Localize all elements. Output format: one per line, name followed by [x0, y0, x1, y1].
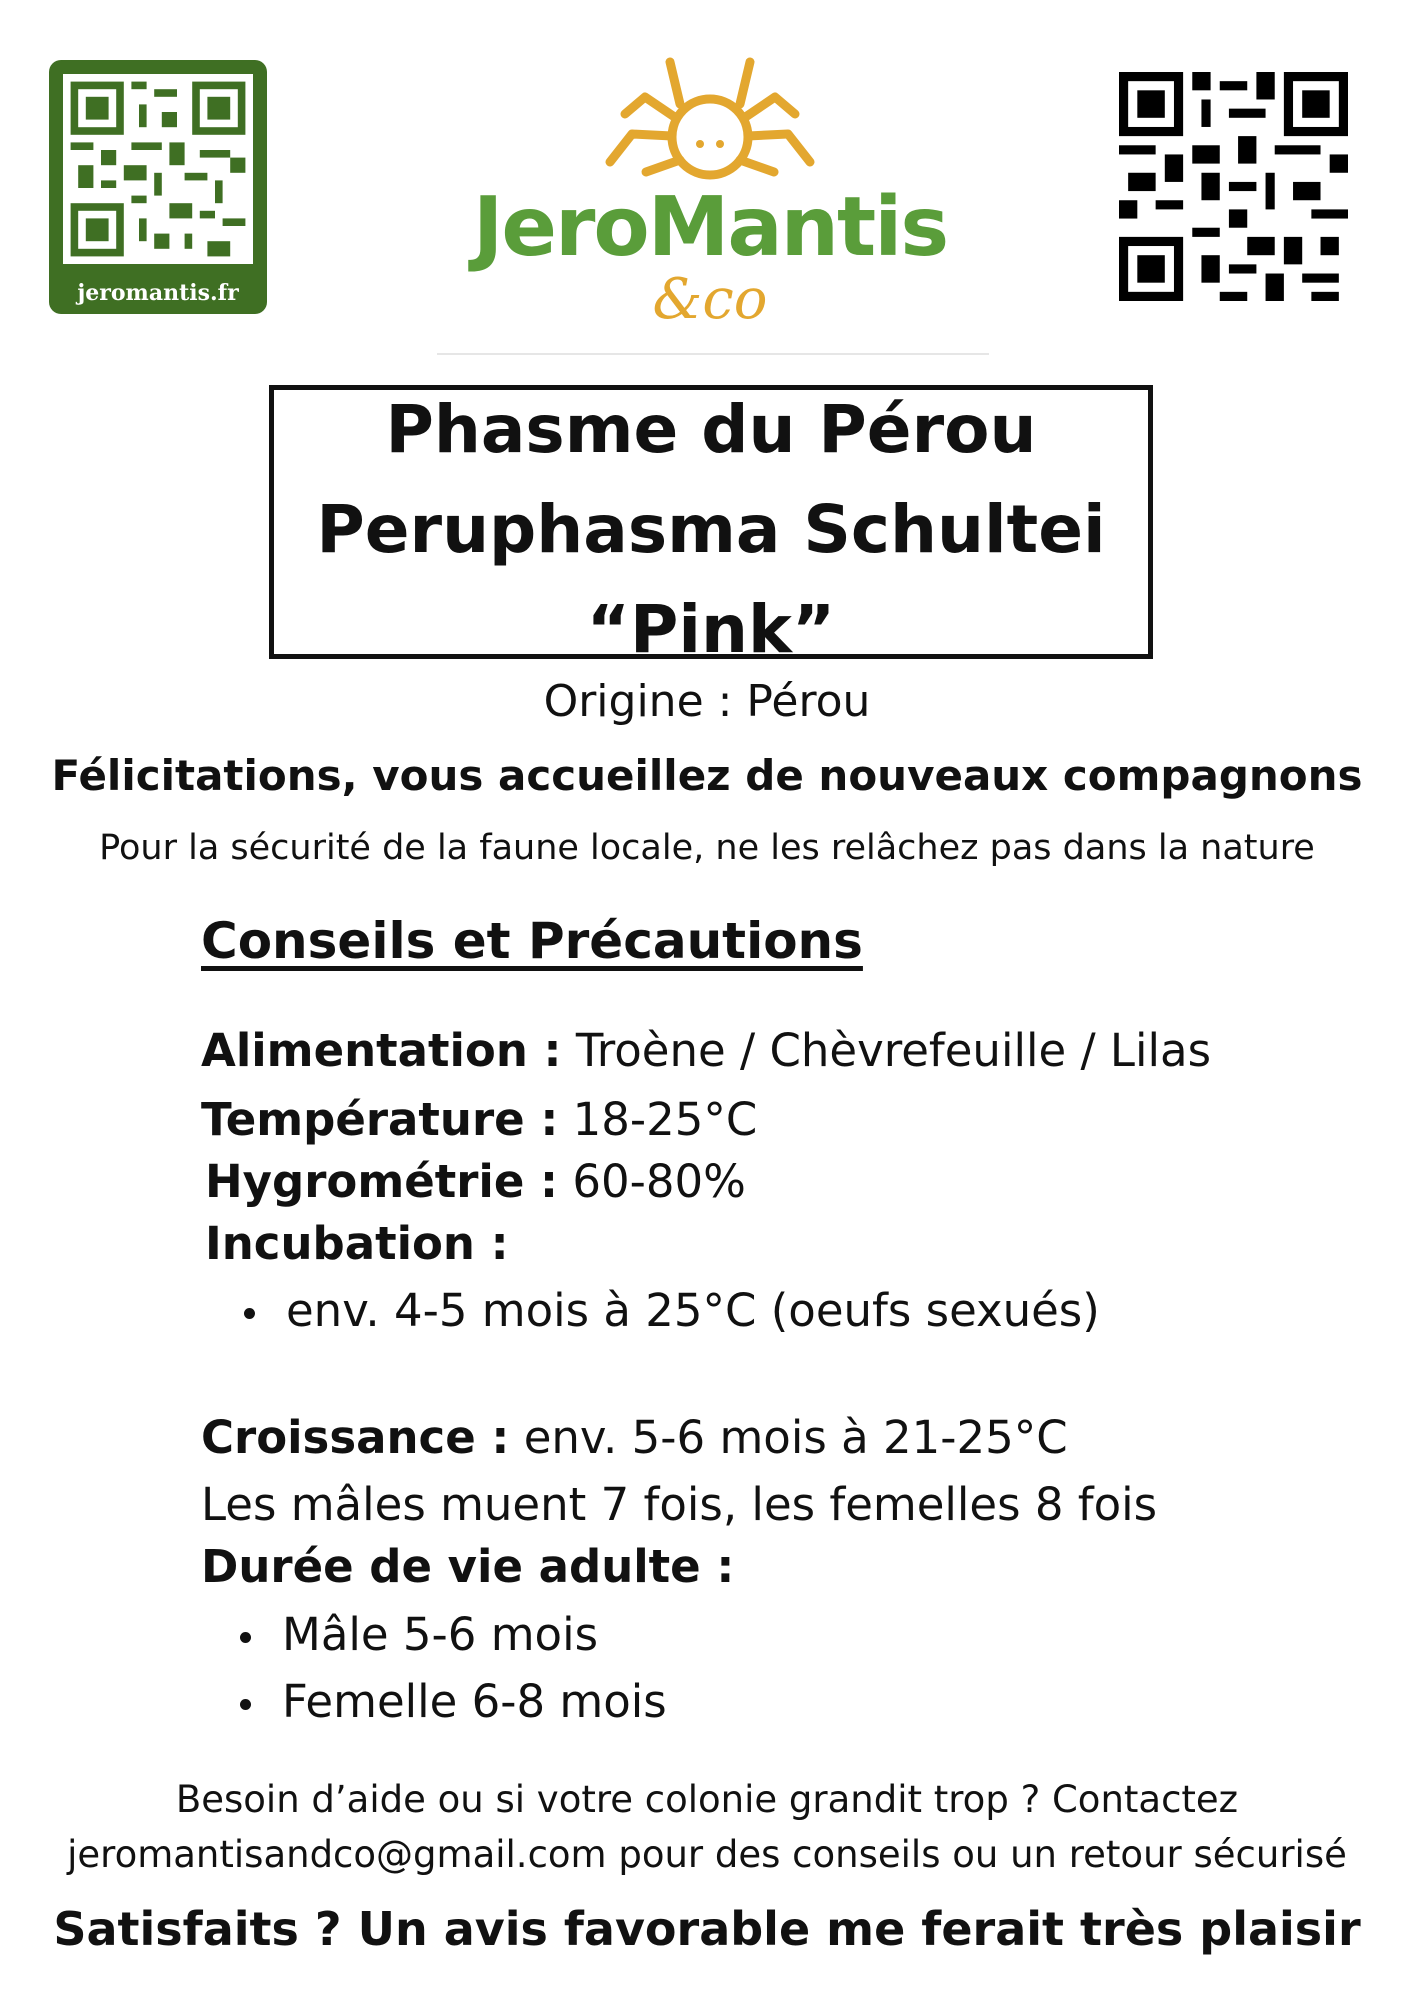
hygrometrie-label: Hygrométrie : [205, 1155, 559, 1208]
bullet-icon [240, 1699, 251, 1710]
alimentation-value: Troène / Chèvrefeuille / Lilas [561, 1024, 1212, 1077]
header-divider [437, 353, 989, 355]
help-text-line1: Besoin d’aide ou si votre colonie grandit trop ? Contactez [175, 1778, 1239, 1821]
species-title-box [269, 385, 1153, 668]
origin-text: Origine : Pérou [543, 676, 871, 727]
bullet-icon [240, 1632, 251, 1643]
croissance-label: Croissance : [201, 1411, 510, 1464]
hygrometrie-value: 60-80% [558, 1155, 746, 1208]
review-request: Satisfaits ? Un avis favorable me ferait très plaisir [53, 1902, 1361, 1956]
qr-code-image [63, 74, 253, 264]
website-url: jeromantis.fr [77, 280, 239, 306]
variety-name: “Pink” [586, 591, 836, 668]
bullet-icon [244, 1308, 255, 1319]
brand-name-part1: Jero [472, 180, 648, 275]
common-name: Phasme du Pérou [385, 391, 1037, 468]
congrats-heading: Félicitations, vous accueillez de nouveaux compagnons [51, 751, 1363, 800]
brand-name [430, 180, 990, 275]
mues-text: Les mâles muent 7 fois, les femelles 8 fois [201, 1478, 1158, 1531]
alimentation-label: Alimentation : [201, 1024, 562, 1077]
safety-notice: Pour la sécurité de la faune locale, ne les relâchez pas dans la nature [99, 828, 1315, 868]
qr-pattern-right [1119, 72, 1348, 301]
qr-code-right [1119, 72, 1348, 301]
croissance-value: env. 5-6 mois à 21-25°C [509, 1411, 1068, 1464]
duree-row [201, 1540, 734, 1593]
hygrometrie-row [205, 1155, 746, 1208]
incubation-label: Incubation : [205, 1217, 509, 1270]
spider-mascot-icon [580, 52, 840, 182]
duree-label: Durée de vie adulte : [201, 1540, 735, 1593]
scientific-name: Peruphasma Schultei [316, 491, 1106, 568]
brand-logo [430, 52, 990, 352]
incubation-row [205, 1217, 509, 1270]
incubation-item-text: env. 4-5 mois à 25°C (oeufs sexués) [286, 1284, 1100, 1337]
brand-name-part2: Mantis [647, 180, 948, 275]
croissance-row [201, 1411, 1068, 1464]
duree-item-femelle-text: Femelle 6-8 mois [282, 1675, 667, 1728]
conseils-heading: Conseils et Précautions [201, 912, 863, 970]
temperature-label: Température : [201, 1093, 559, 1146]
brand-suffix: &co [652, 267, 768, 332]
help-text-line2: jeromantisandco@gmail.com pour des conseils ou un retour sécurisé [67, 1833, 1347, 1876]
website-qr-code [49, 60, 267, 314]
temperature-value: 18-25°C [558, 1093, 758, 1146]
duree-item-male-text: Mâle 5-6 mois [282, 1608, 599, 1661]
qr-pattern-left [63, 74, 253, 264]
temperature-row [201, 1093, 757, 1146]
alimentation-row [201, 1024, 1211, 1077]
